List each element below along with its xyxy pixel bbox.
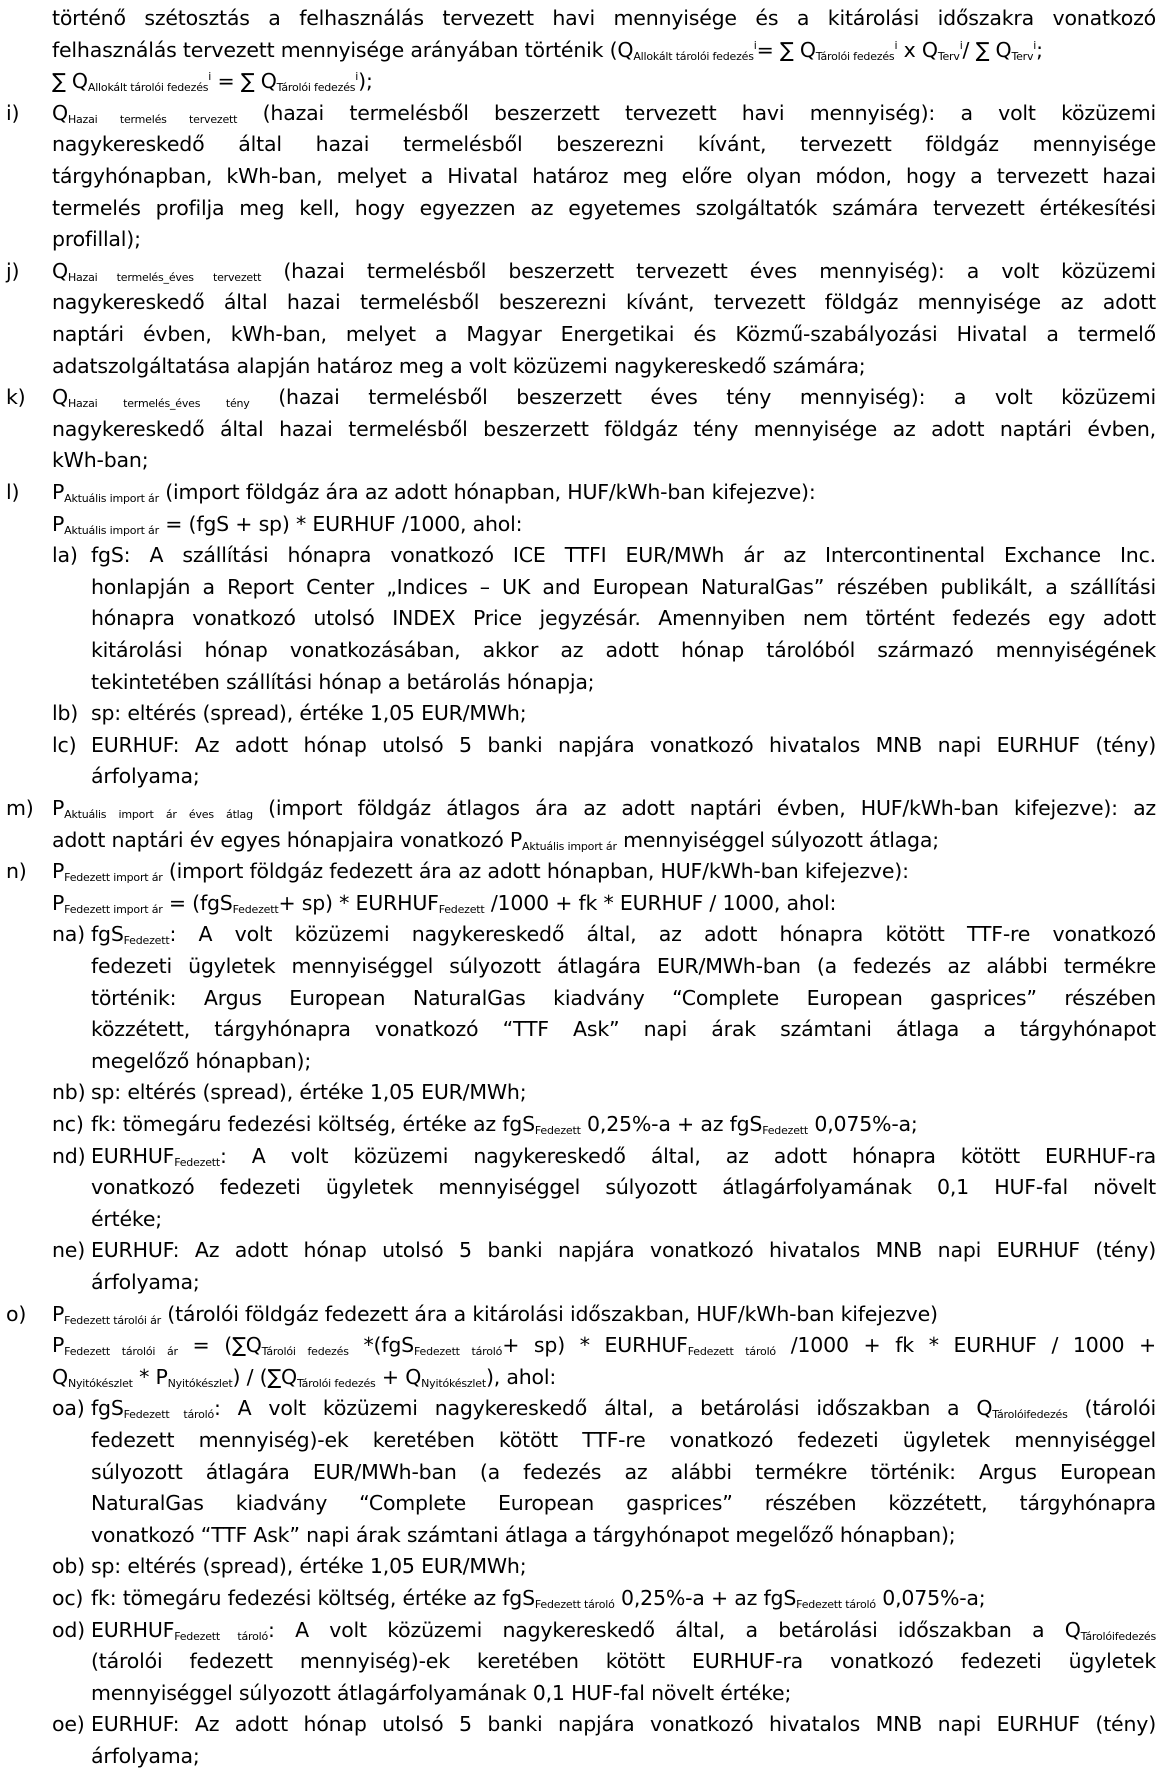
paragraph-text: $P_{Aktuális import ár} = (fgS + sp)$ * EURHUF /1000, ahol:: [52, 511, 523, 537]
list-label: lb): [52, 701, 79, 726]
text-line: [0, 792, 1162, 824]
text-line: [0, 539, 1162, 571]
paragraph-text: $P_{Fedezett tárolói ár} = (\sum Q_{Tárolói fedezés}$ $*(fgS_{Fedezett tároló}+ sp) * EURHUF_{Fedezett tároló}$ /1000 + fk * EURHUF / 1000 +: [52, 1333, 1157, 1359]
paragraph-text: mennyiséggel súlyozott átlagárfolyamának 0,1 HUF-fal növelt értéke;: [91, 1680, 792, 1705]
paragraph-text: kitárolási hónap vonatkozásában, akkor az adott hónap tárolóból származó mennyiségének: [91, 638, 1156, 662]
text-line: [0, 1329, 1162, 1361]
list-label: oc): [52, 1586, 84, 1610]
paragraph-text: fgS$_{Fedezett tároló}$: A volt közüzemi nagykereskedő által, a betárolási időszakban a $Q_{Tárolóifedezés}$ (tárolói: [91, 1396, 1156, 1422]
text-line: [0, 887, 1162, 919]
paragraph-text: ∑ $Q_{Allokált tárolói fedezés}^i$ = ∑ $Q_{Tárolói fedezés}^i$);: [52, 69, 373, 95]
text-line: [0, 760, 1162, 792]
paragraph-text: $Q_{Hazai termelés\_éves tény}$ (hazai termelésből beszerzett éves tény mennyiség): a volt közüzemi: [52, 385, 1156, 411]
paragraph-text: értéke;: [91, 1206, 162, 1231]
paragraph-text: súlyozott átlagára EUR/MWh-ban (a fedezés az alábbi termékre történik: Argus European: [91, 1459, 1156, 1484]
text-line: [0, 1108, 1162, 1140]
paragraph-text: történik: Argus European NaturalGas kiadvány “Complete European gasprices” részében: [91, 985, 1156, 1010]
text-line: [0, 223, 1162, 255]
paragraph-text: nagykereskedő által hazai termelésből beszerzett földgáz tény mennyisége az adott naptári évben,: [52, 416, 1156, 441]
paragraph-text: tekintetében szállítási hónap a betárolás hónapja;: [91, 669, 595, 694]
paragraph-text: történő szétosztás a felhasználás tervezett havi mennyisége és a kitárolási időszakra vonatkozó: [52, 6, 1156, 30]
paragraph-text: árfolyama;: [91, 764, 200, 789]
paragraph-text: felhasználás tervezett mennyisége arányában történik ($Q_{Allokált tárolói fedezés}^i=$ ∑ $Q_{Tárolói fedezés}^i$ x $Q_{Terv}^i/$ ∑ $Q_{Terv}^i$;: [52, 37, 1043, 63]
paragraph-text: fedezeti ügyletek mennyiséggel súlyozott átlagára EUR/MWh-ban (a fedezés az alábbi termékre: [91, 954, 1156, 978]
text-line: [0, 1361, 1162, 1393]
paragraph-text: (tárolói fedezett mennyiség)-ek keretében kötött EURHUF-ra vonatkozó fedezeti ügyletek: [91, 1649, 1156, 1674]
paragraph-text: vonatkozó “TTF Ask” napi árak számtani átlaga a tárgyhónapot megelőző hónapban);: [91, 1522, 956, 1547]
text-line: [0, 65, 1162, 97]
paragraph-text: közzétett, tárgyhónapra vonatkozó “TTF Ask” napi árak számtani átlaga a tárgyhónapot: [91, 1017, 1156, 1042]
paragraph-text: $P_{Fedezett tárolói ár}$ (tárolói földgáz fedezett ára a kitárolási időszakban, HUF/kWh-ban kifejezve): [52, 1301, 938, 1327]
paragraph-text: $P_{Fedezett import ár} = (fgS_{Fedezett}+ sp)$ * $EURHUF_{Fedezett}$ /1000 + fk * EURHUF / 1000, ahol:: [52, 890, 837, 916]
list-label: oe): [52, 1712, 85, 1737]
paragraph-text: naptári évben, kWh-ban, melyet a Magyar Energetikai és Közmű-szabályozási Hivatal a termelő: [52, 322, 1156, 346]
paragraph-text: nagykereskedő által hazai termelésből beszerezni kívánt, tervezett földgáz mennyisége az adott: [52, 290, 1156, 315]
text-line: [0, 666, 1162, 698]
text-line: [0, 255, 1162, 287]
text-line: [0, 444, 1162, 476]
text-line: [0, 634, 1162, 666]
text-line: [0, 160, 1162, 192]
list-label: k): [6, 385, 26, 410]
text-line: [0, 1519, 1162, 1551]
paragraph-text: $Q_{Hazai termelés\_éves tervezett}$ (hazai termelésből beszerzett tervezett éves mennyiség): a volt közüzemi: [52, 258, 1156, 284]
text-line: [0, 476, 1162, 508]
text-line: [0, 1076, 1162, 1108]
list-label: nc): [52, 1112, 84, 1136]
paragraph-text: kWh-ban;: [52, 448, 149, 473]
text-line: [0, 602, 1162, 634]
paragraph-text: sp: eltérés (spread), értéke 1,05 EUR/MWh;: [91, 1554, 527, 1579]
text-line: [0, 824, 1162, 856]
paragraph-text: $EURHUF_{Fedezett}$: A volt közüzemi nagykereskedő által, az adott hónapra kötött EURHUF-ra: [91, 1143, 1156, 1169]
text-line: [0, 381, 1162, 413]
text-line: [0, 97, 1162, 129]
text-line: [0, 508, 1162, 540]
text-line: [0, 729, 1162, 761]
paragraph-text: profillal);: [52, 227, 141, 252]
text-line: [0, 1645, 1162, 1677]
paragraph-text: fk: tömegáru fedezési költség, értéke az fgS$_{Fedezett tároló}$ 0,25%-a + az fgS$_{Fedezett tároló}$ 0,075%-a;: [91, 1586, 986, 1611]
text-line: [0, 1424, 1162, 1456]
paragraph-text: $P_{Aktuális import ár éves átlag}$ (import földgáz átlagos ára az adott naptári évben, HUF/kWh-ban kifejezve): az: [52, 796, 1156, 821]
text-line: [0, 1013, 1162, 1045]
text-line: [0, 286, 1162, 318]
list-label: nd): [52, 1143, 86, 1168]
list-label: na): [52, 922, 85, 947]
list-label: l): [6, 480, 20, 504]
text-line: [0, 1298, 1162, 1330]
text-line: [0, 1234, 1162, 1266]
paragraph-text: honlapján a Report Center „Indices – UK and European NaturalGas” részében publikált, a szállítási: [91, 574, 1156, 599]
list-label: m): [6, 796, 34, 820]
paragraph-text: EURHUF: Az adott hónap utolsó 5 banki napjára vonatkozó hivatalos MNB napi EURHUF (tény): [91, 1712, 1156, 1737]
text-line: [0, 1140, 1162, 1172]
paragraph-text: EURHUF: Az adott hónap utolsó 5 banki napjára vonatkozó hivatalos MNB napi EURHUF (tény): [91, 1238, 1156, 1263]
text-line: [0, 413, 1162, 445]
paragraph-text: EURHUF: Az adott hónap utolsó 5 banki napjára vonatkozó hivatalos MNB napi EURHUF (tény): [91, 732, 1156, 757]
list-label: ne): [52, 1238, 86, 1263]
text-line: [0, 1487, 1162, 1519]
paragraph-text: NaturalGas kiadvány “Complete European gasprices” részében közzétett, tárgyhónapra: [91, 1491, 1156, 1516]
paragraph-text: hónapra vonatkozó utolsó INDEX Price jegyzésár. Amennyiben nem történt fedezés egy adott: [91, 606, 1156, 631]
list-label: od): [52, 1617, 85, 1642]
text-line: [0, 1708, 1162, 1740]
list-label: o): [6, 1301, 27, 1326]
paragraph-text: adatszolgáltatása alapján határoz meg a volt közüzemi nagykereskedő számára;: [52, 353, 866, 378]
text-line: [0, 982, 1162, 1014]
text-line: [0, 34, 1162, 66]
paragraph-text: fgS: A szállítási hónapra vonatkozó ICE TTFI EUR/MWh ár az Intercontinental Exchance Inc.: [91, 543, 1156, 568]
paragraph-text: $Q_{Hazai termelés tervezett}$ (hazai termelésből beszerzett tervezett havi mennyiség): a volt közüzemi: [52, 100, 1156, 126]
paragraph-text: vonatkozó fedezeti ügyletek mennyiséggel súlyozott átlagárfolyamának 0,1 HUF-fal növelt: [91, 1175, 1156, 1200]
list-label: n): [6, 859, 27, 884]
text-line: [0, 1045, 1162, 1077]
text-line: [0, 1392, 1162, 1424]
text-line: [0, 2, 1162, 34]
text-line: [0, 192, 1162, 224]
paragraph-text: $Q_{Nyitókészlet} * P_{Nyitókészlet}) / (\sum Q_{Tárolói fedezés} + Q_{Nyitókészlet})$, ahol:: [52, 1364, 557, 1390]
paragraph-text: árfolyama;: [91, 1744, 200, 1768]
paragraph-text: sp: eltérés (spread), értéke 1,05 EUR/MWh;: [91, 1080, 527, 1105]
text-line: [0, 1677, 1162, 1709]
text-line: [0, 1171, 1162, 1203]
list-label: la): [52, 543, 78, 568]
paragraph-text: $P_{Aktuális import ár}$ (import földgáz ára az adott hónapban, HUF/kWh-ban kifejezve):: [52, 480, 816, 505]
text-line: [0, 571, 1162, 603]
list-label: oa): [52, 1396, 85, 1421]
paragraph-text: termelés profilja meg kell, hogy egyezzen az egyetemes szolgáltatók számára tervezett értékesítési: [52, 195, 1156, 220]
text-line: [0, 855, 1162, 887]
paragraph-text: árfolyama;: [91, 1270, 200, 1294]
paragraph-text: fgS$_{Fedezett}$: A volt közüzemi nagykereskedő által, az adott hónapra kötött TTF-re vonatkozó: [91, 922, 1156, 948]
paragraph-text: megelőző hónapban);: [91, 1048, 312, 1073]
text-line: [0, 918, 1162, 950]
text-line: [0, 1266, 1162, 1298]
list-label: j): [6, 258, 20, 283]
paragraph-text: fedezett mennyiség)-ek keretében kötött TTF-re vonatkozó fedezeti ügyletek mennyiséggel: [91, 1428, 1156, 1452]
paragraph-text: adott naptári év egyes hónapjaira vonatkozó $P_{Aktuális import ár}$ mennyiséggel súlyozott átlaga;: [52, 827, 939, 853]
text-line: [0, 697, 1162, 729]
paragraph-text: $EURHUF_{Fedezett tároló}$: A volt közüzemi nagykereskedő által, a betárolási időszakban a $Q_{Tárolóifedezés}$: [91, 1617, 1156, 1643]
paragraph-text: sp: eltérés (spread), értéke 1,05 EUR/MWh;: [91, 701, 527, 726]
text-line: [0, 1582, 1162, 1614]
text-line: [0, 1456, 1162, 1488]
text-line: [0, 1740, 1162, 1772]
paragraph-text: tárgyhónapban, kWh-ban, melyet a Hivatal határoz meg előre olyan módon, hogy a tervezett hazai: [52, 164, 1156, 188]
list-label: i): [6, 100, 20, 125]
list-label: nb): [52, 1080, 86, 1105]
text-line: [0, 1614, 1162, 1646]
list-label: ob): [52, 1554, 85, 1579]
text-line: [0, 350, 1162, 382]
paragraph-text: nagykereskedő által hazai termelésből beszerezni kívánt, tervezett földgáz mennyisége: [52, 132, 1156, 157]
paragraph-text: fk: tömegáru fedezési költség, értéke az fgS$_{Fedezett}$ 0,25%-a + az fgS$_{Fedezett}$ 0,075%-a;: [91, 1112, 918, 1137]
text-line: [0, 128, 1162, 160]
text-line: [0, 1550, 1162, 1582]
text-line: [0, 950, 1162, 982]
paragraph-text: $P_{Fedezett import ár}$ (import földgáz fedezett ára az adott hónapban, HUF/kWh-ban kifejezve):: [52, 859, 909, 885]
text-line: [0, 318, 1162, 350]
text-line: [0, 1203, 1162, 1235]
list-label: lc): [52, 732, 77, 757]
